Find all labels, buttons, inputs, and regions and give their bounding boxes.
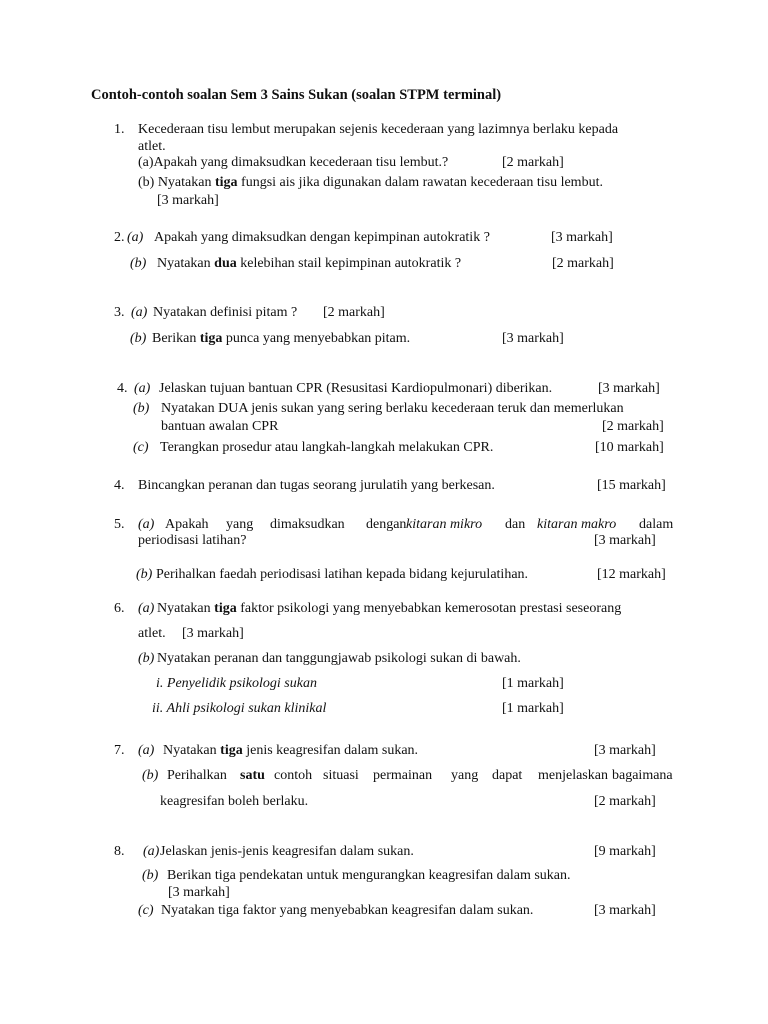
subquestion-a-text: atlet. bbox=[138, 626, 166, 641]
question-number: 3. bbox=[114, 305, 125, 320]
subquestion-label: (b) bbox=[130, 331, 147, 346]
word: menjelaskan bbox=[538, 768, 608, 783]
mark-label: [3 markah] bbox=[168, 885, 230, 900]
subquestion-b-text: bantuan awalan CPR bbox=[161, 419, 279, 434]
subquestion-label: (a) bbox=[131, 305, 148, 320]
mark-label: [3 markah] bbox=[594, 903, 656, 918]
word: situasi bbox=[323, 768, 359, 783]
word: dengan bbox=[366, 517, 407, 532]
subquestion-label: (a) bbox=[143, 844, 160, 859]
subquestion-label: (a) bbox=[134, 381, 151, 396]
mark-label: [3 markah] bbox=[594, 533, 656, 548]
mark-label: [10 markah] bbox=[595, 440, 664, 455]
question-number: 1. bbox=[114, 122, 125, 137]
question-number: 6. bbox=[114, 601, 125, 616]
italic-term: kitaran mikro bbox=[406, 517, 483, 532]
subquestion-b-text bbox=[157, 255, 461, 272]
text-run: jenis keagresifan dalam sukan. bbox=[242, 743, 419, 758]
word: yang bbox=[226, 517, 254, 532]
mark-label: [2 markah] bbox=[323, 305, 385, 320]
mark-label: [2 markah] bbox=[502, 155, 564, 170]
subquestion-label: (b) bbox=[142, 868, 159, 883]
subquestion-label: (c) bbox=[133, 440, 149, 455]
question-number: 5. bbox=[114, 517, 125, 532]
word: Perihalkan bbox=[167, 768, 227, 783]
mark-label: [3 markah] bbox=[551, 230, 613, 245]
italic-term: kitaran makro bbox=[537, 517, 617, 532]
bold-text: satu bbox=[240, 768, 265, 783]
question-text: Kecederaan tisu lembut merupakan sejenis kecederaan yang lazimnya berlaku kepada bbox=[138, 122, 619, 137]
mark-label: [12 markah] bbox=[597, 567, 666, 582]
subquestion-label: (a) bbox=[138, 743, 155, 758]
subquestion-a-text: Jelaskan tujuan bantuan CPR (Resusitasi Kardiopulmonari) diberikan. bbox=[159, 381, 553, 396]
question-number: 8. bbox=[114, 844, 125, 859]
bold-text: tiga bbox=[199, 331, 223, 346]
mark-label: [3 markah] bbox=[598, 381, 660, 396]
page-title: Contoh-contoh soalan Sem 3 Sains Sukan (soalan STPM terminal) bbox=[91, 87, 502, 103]
mark-label: [9 markah] bbox=[594, 844, 656, 859]
word: dimaksudkan bbox=[270, 517, 345, 532]
word: yang bbox=[451, 768, 479, 783]
word: dapat bbox=[492, 768, 523, 783]
mark-label: [3 markah] bbox=[594, 743, 656, 758]
bold-text: tiga bbox=[214, 601, 237, 616]
mark-label: [2 markah] bbox=[552, 256, 614, 271]
question-number: 4. bbox=[114, 478, 125, 493]
question-number: 4. bbox=[117, 381, 128, 396]
subquestion-c-text: Nyatakan tiga faktor yang menyebabkan keagresifan dalam sukan. bbox=[161, 903, 534, 918]
subquestion-label: (a) bbox=[127, 230, 144, 245]
subquestion-a-text: Jelaskan jenis-jenis keagresifan dalam sukan. bbox=[160, 844, 414, 859]
bold-text: tiga bbox=[214, 175, 238, 190]
list-item-i: i. Penyelidik psikologi sukan bbox=[156, 676, 317, 691]
question-text: Bincangkan peranan dan tugas seorang jurulatih yang berkesan. bbox=[138, 478, 495, 493]
text-run: fungsi ais jika digunakan dalam rawatan kecederaan tisu lembut. bbox=[237, 175, 603, 190]
mark-label: [3 markah] bbox=[157, 193, 219, 208]
subquestion-label: (b) bbox=[133, 401, 150, 416]
subquestion-label: (a) bbox=[138, 517, 155, 532]
subquestion-b-text: Nyatakan peranan dan tanggungjawab psikologi sukan di bawah. bbox=[157, 651, 521, 666]
text-run: Nyatakan bbox=[163, 743, 221, 758]
subquestion-b-text: keagresifan boleh berlaku. bbox=[160, 794, 309, 809]
subquestion-a-text bbox=[157, 600, 621, 617]
text-run: faktor psikologi yang menyebabkan kemerosotan prestasi seseorang bbox=[236, 601, 622, 616]
subquestion-label: (a) bbox=[138, 601, 155, 616]
text-run: Nyatakan bbox=[157, 256, 215, 271]
text-run: punca yang menyebabkan pitam. bbox=[222, 331, 411, 346]
subquestion-label: (b) bbox=[142, 768, 159, 783]
subquestion-label: (b) bbox=[136, 567, 153, 582]
word: permainan bbox=[373, 768, 433, 783]
mark-label: [15 markah] bbox=[597, 478, 666, 493]
bold-text: dua bbox=[214, 256, 237, 271]
subquestion-a-text: (a)Apakah yang dimaksudkan kecederaan tisu lembut.? bbox=[138, 155, 449, 170]
question-number: 7. bbox=[114, 743, 125, 758]
text-run: kelebihan stail kepimpinan autokratik ? bbox=[236, 256, 462, 271]
word: Apakah bbox=[165, 517, 209, 532]
subquestion-label: (c) bbox=[138, 903, 154, 918]
word: contoh bbox=[274, 768, 313, 783]
subquestion-b-text: Perihalkan faedah periodisasi latihan kepada bidang kejurulatihan. bbox=[156, 567, 529, 582]
word: dan bbox=[505, 517, 526, 532]
bold-text: tiga bbox=[220, 743, 243, 758]
subquestion-label: (b) bbox=[130, 256, 147, 271]
subquestion-a-text: Apakah yang dimaksudkan dengan kepimpinan autokratik ? bbox=[154, 230, 490, 245]
subquestion-b-text: Berikan tiga pendekatan untuk mengurangkan keagresifan dalam sukan. bbox=[167, 868, 571, 883]
mark-label: [1 markah] bbox=[502, 701, 564, 716]
mark-label: [2 markah] bbox=[594, 794, 656, 809]
mark-label: [3 markah] bbox=[502, 331, 564, 346]
question-number: 2. bbox=[114, 230, 125, 245]
subquestion-b-text bbox=[138, 174, 603, 191]
mark-label: [3 markah] bbox=[182, 626, 244, 641]
subquestion-a-text: Nyatakan definisi pitam ? bbox=[153, 305, 298, 320]
mark-label: [2 markah] bbox=[602, 419, 664, 434]
mark-label: [1 markah] bbox=[502, 676, 564, 691]
subquestion-label: (b) bbox=[138, 651, 155, 666]
word: dalam bbox=[639, 517, 674, 532]
question-text: atlet. bbox=[138, 139, 166, 154]
text-run: (b) Nyatakan bbox=[138, 175, 215, 190]
list-item-ii: ii. Ahli psikologi sukan klinikal bbox=[152, 701, 327, 716]
subquestion-c-text: Terangkan prosedur atau langkah-langkah melakukan CPR. bbox=[160, 440, 494, 455]
subquestion-a-text: periodisasi latihan? bbox=[138, 533, 247, 548]
subquestion-a-text bbox=[163, 742, 418, 759]
subquestion-b-text bbox=[152, 330, 410, 347]
word: bagaimana bbox=[612, 768, 673, 783]
text-run: Nyatakan bbox=[157, 601, 215, 616]
subquestion-b-text: Nyatakan DUA jenis sukan yang sering berlaku kecederaan teruk dan memerlukan bbox=[161, 401, 624, 416]
text-run: Berikan bbox=[152, 331, 200, 346]
